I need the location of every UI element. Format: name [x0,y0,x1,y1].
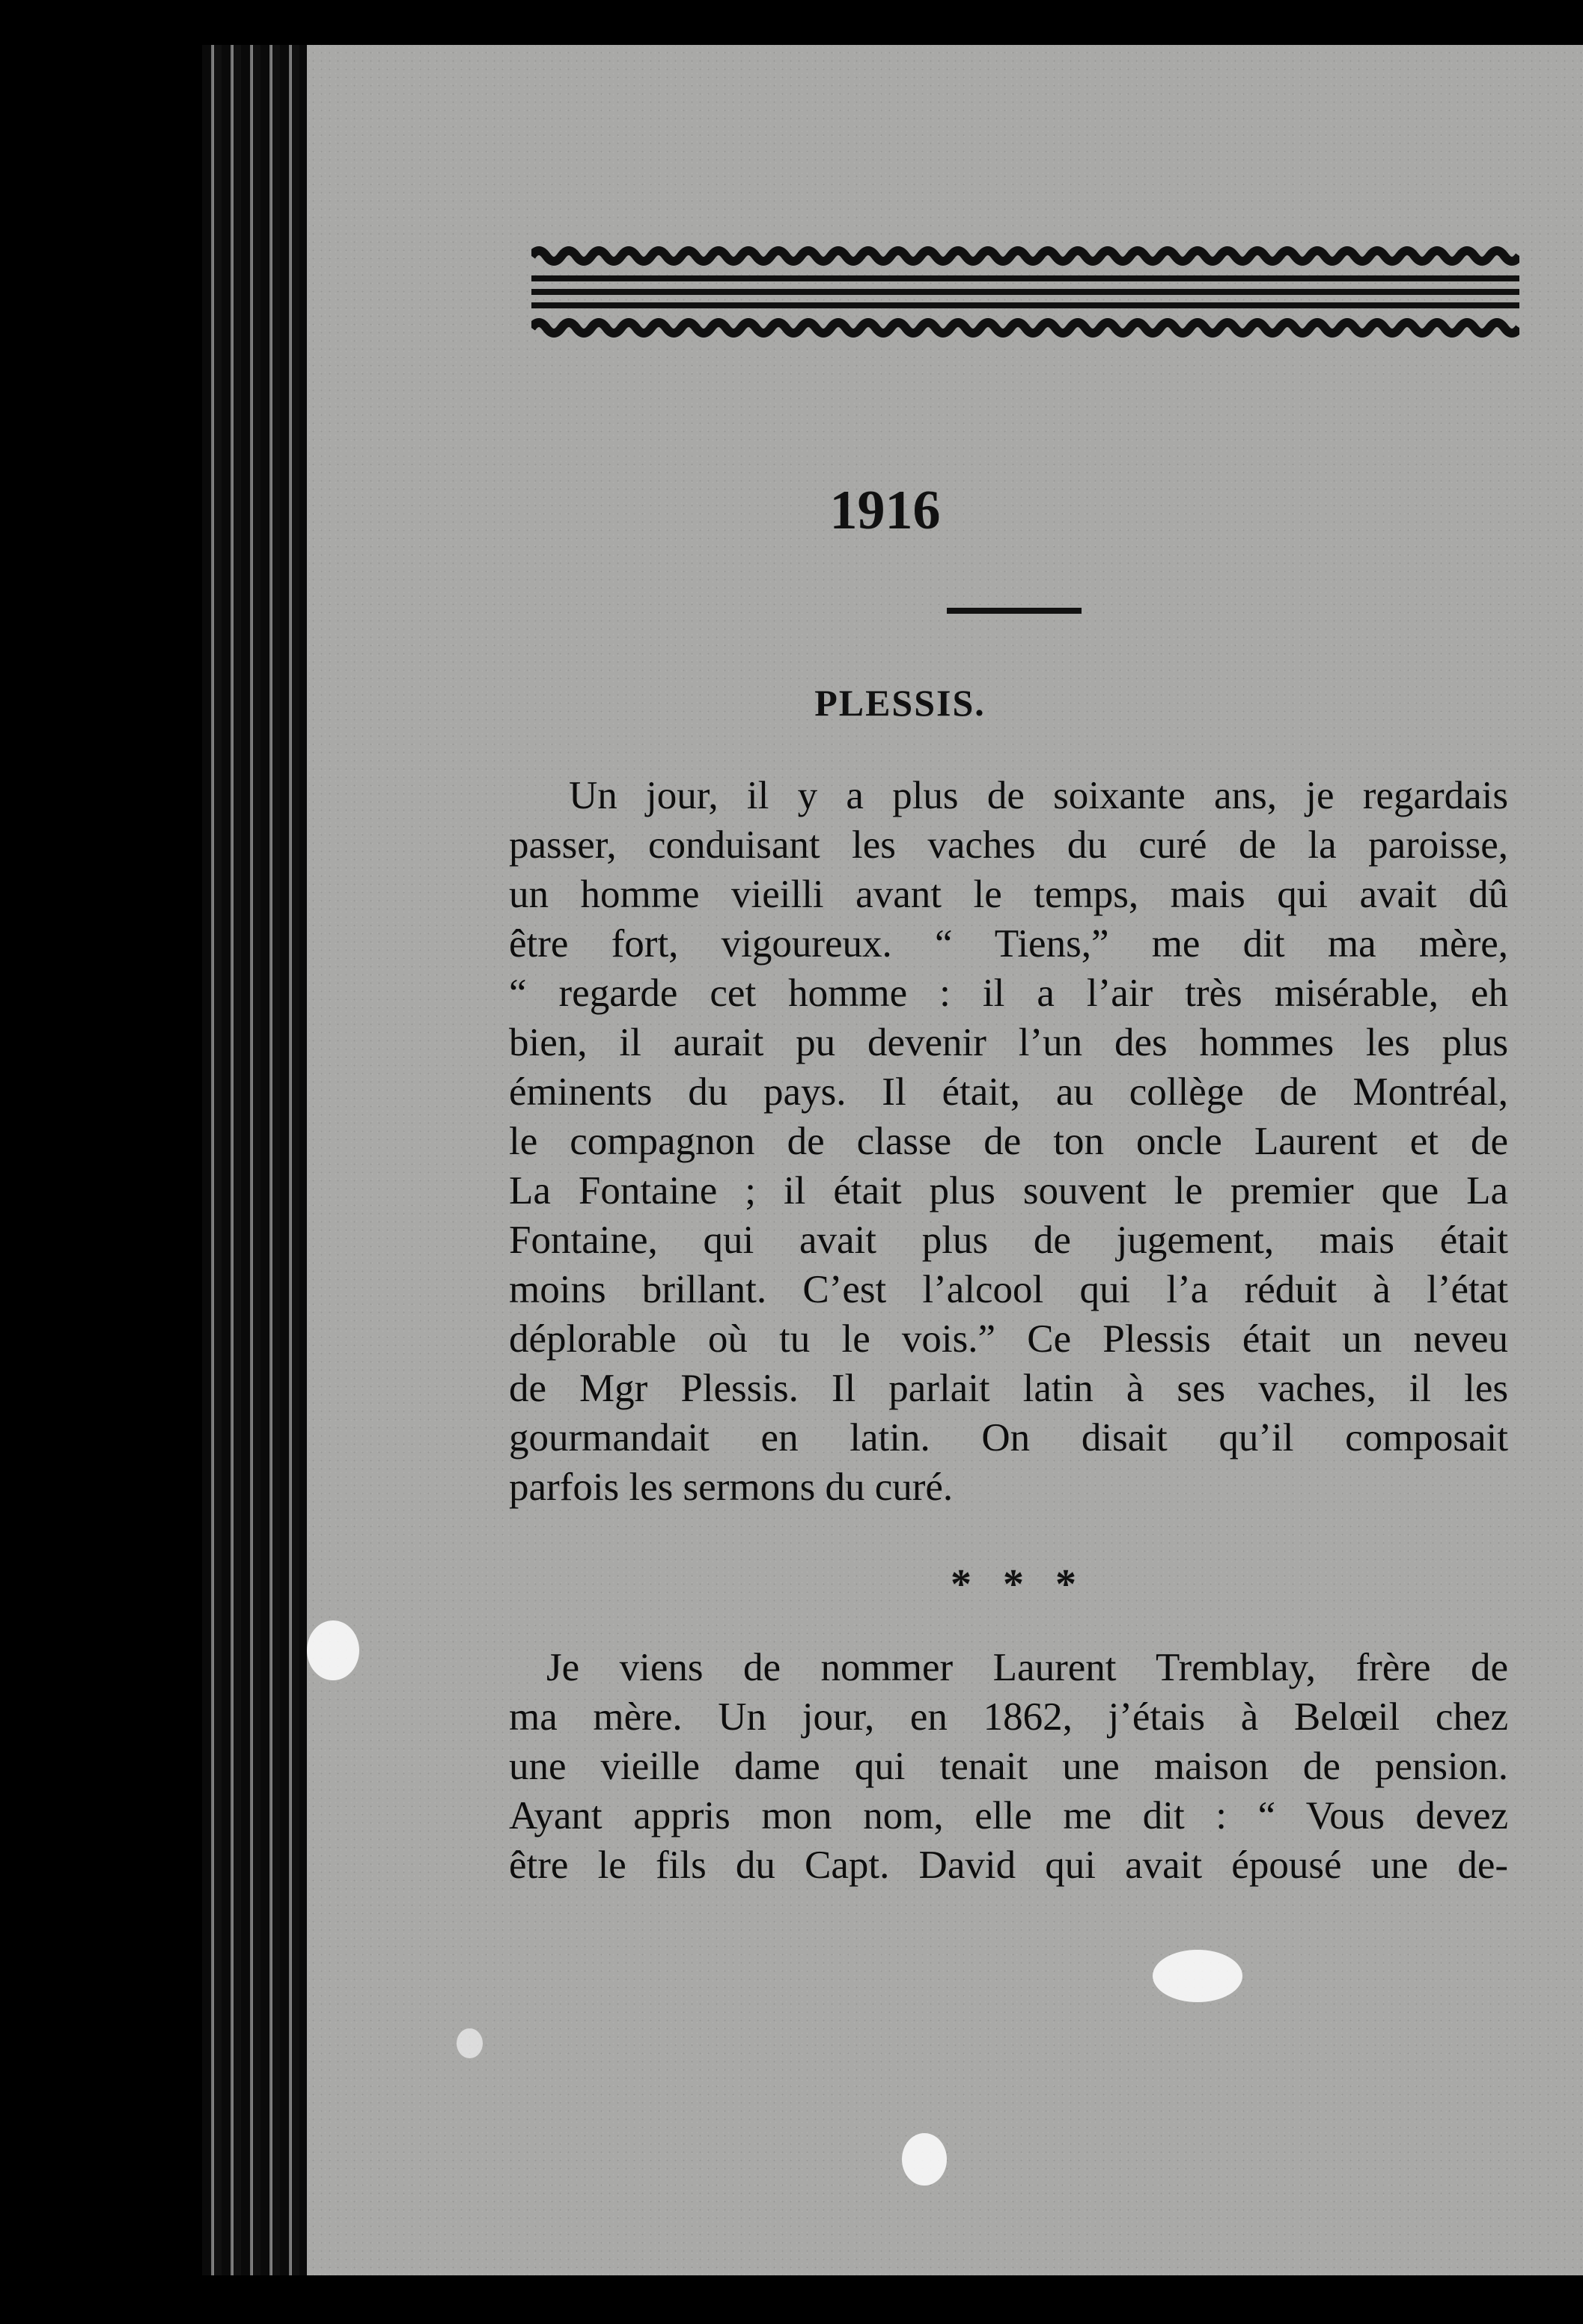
text-line: être fort, vigoureux. “ Tiens,” me dit ma mère, [509,922,1508,966]
text-line: moins brillant. C’est l’alcool qui l’a réduit à l’état [509,1268,1508,1311]
paper-stain [1153,1950,1242,2002]
text-line: bien, il aurait pu devenir l’un des hommes les plus [509,1021,1508,1064]
text-line: La Fontaine ; il était plus souvent le premier que La [509,1169,1508,1213]
text-line: déplorable où tu le vois.” Ce Plessis était un neveu [509,1317,1508,1361]
section-heading: PLESSIS. [814,682,986,724]
title-rule [947,608,1082,614]
text-line: une vieille dame qui tenait une maison de pension. [509,1745,1508,1788]
text-line: Fontaine, qui avait plus de jugement, mais était [509,1219,1508,1262]
decorative-header-ornament [531,240,1519,352]
section-separator: * * * [951,1561,1087,1608]
text-line: ma mère. Un jour, en 1862, j’étais à Belœil chez [509,1695,1508,1739]
paper-stain [902,2133,947,2186]
paper-stain [307,1620,359,1680]
chapter-year: 1916 [829,480,941,541]
text-line: le compagnon de classe de ton oncle Laurent et de [509,1120,1508,1163]
text-line: passer, conduisant les vaches du curé de la paroisse, [509,823,1508,867]
text-line: un homme vieilli avant le temps, mais qui avait dû [509,873,1508,916]
text-line: Un jour, il y a plus de soixante ans, je regardais [569,774,1508,817]
paragraph-2 [509,1643,1508,1890]
text-line: être le fils du Capt. David qui avait épousé une de- [509,1843,1508,1887]
text-line: “ regarde cet homme : il a l’air très misérable, eh [509,972,1508,1015]
text-line: gourmandait en latin. On disait qu’il composait [509,1416,1508,1460]
book-spine [202,45,314,2275]
text-line: de Mgr Plessis. Il parlait latin à ses vaches, il les [509,1367,1508,1410]
text-line: Ayant appris mon nom, elle me dit : “ Vous devez [509,1794,1508,1837]
text-line: parfois les sermons du curé. [509,1466,954,1509]
text-line: éminents du pays. Il était, au collège de Montréal, [509,1070,1508,1114]
paragraph-1 [509,771,1508,1512]
text-line: Je viens de nommer Laurent Tremblay, frère de [546,1646,1508,1689]
paper-stain [457,2028,483,2058]
